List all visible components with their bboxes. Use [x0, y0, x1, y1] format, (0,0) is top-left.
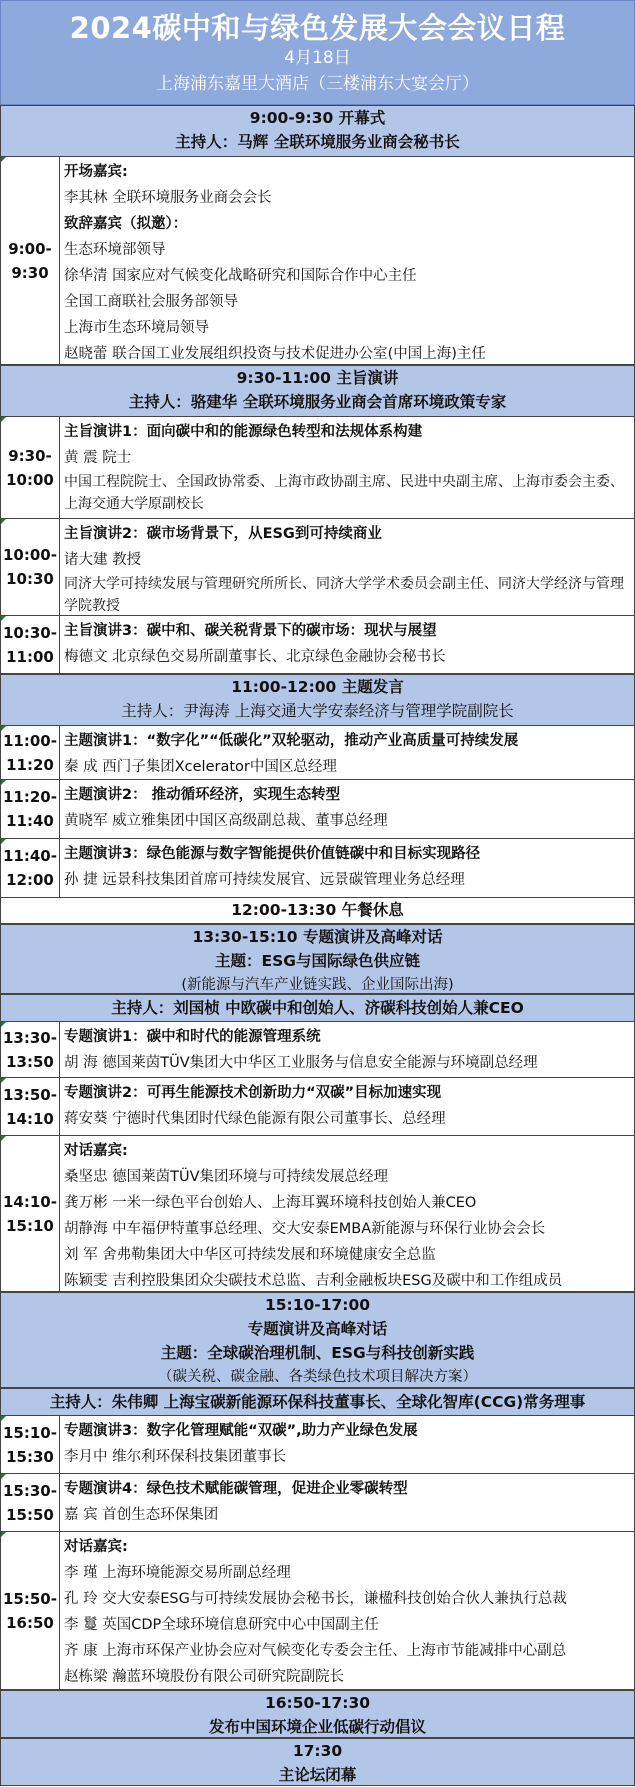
- guest-line: 桑坚忠 德国莱茵TÜV集团环境与可持续发展总经理: [64, 1169, 388, 1185]
- guest-line: 李 瑾 上海环境能源交易所副总经理: [64, 1565, 291, 1581]
- guest-line: 孔 玲 交大安泰ESG与可持续发展协会秘书长，谦楹科技创始合伙人兼执行总裁: [64, 1591, 567, 1607]
- section-subtitle: （碳关税、碳金融、各类绿色技术项目解决方案）: [158, 1369, 477, 1385]
- section-title: 15:10-17:00: [264, 1296, 371, 1314]
- cell-marker: [1, 616, 6, 621]
- line-heading: 对话嘉宾:: [64, 1539, 128, 1555]
- section-opening: [0, 105, 635, 157]
- time-cell: [1, 1078, 60, 1135]
- guest-line: 李其林 全联环境服务业商会会长: [64, 190, 272, 206]
- section-title: 13:30-15:10 专题演讲及高峰对话: [192, 928, 443, 946]
- speaker: 李月中 维尔利环保科技集团董事长: [64, 1449, 287, 1465]
- time-start: 14:10-: [3, 1192, 57, 1211]
- section-afternoon-2: [0, 1292, 635, 1388]
- content-cell: [60, 417, 634, 518]
- agenda-venue: 上海浦东嘉里大酒店（三楼浦东大宴会厅）: [156, 74, 479, 94]
- talk-topic: 主旨演讲3：碳中和、碳关税背景下的碳市场：现状与展望: [64, 623, 437, 639]
- agenda-header: [0, 0, 635, 105]
- cell-marker: [1, 839, 6, 844]
- section-title: 12:00-13:30 午餐休息: [231, 901, 404, 919]
- time-start: 13:50-: [3, 1085, 57, 1104]
- content-cell: [60, 519, 634, 615]
- guest-line: 全国工商联社会服务部领导: [64, 294, 238, 310]
- talk-topic: 主旨演讲1：面向碳中和的能源绿色转型和法规体系构建: [64, 424, 423, 440]
- time-start: 10:30-: [3, 623, 57, 642]
- speaker-desc: 中国工程院院士、全国政协常委、上海市政协副主席、民进中央副主席、上海市委会主委、上海交通大学原副校长: [64, 474, 624, 512]
- speaker: 梅德文 北京绿色交易所副董事长、北京绿色金融协会秘书长: [64, 649, 446, 665]
- time-start: 9:00-: [8, 239, 52, 258]
- line-heading: 对话嘉宾:: [64, 1143, 128, 1159]
- session-dialogue-2: [0, 1532, 635, 1690]
- talk-topic: 主题演讲3：绿色能源与数字智能提供价值链碳中和目标实现路径: [64, 846, 481, 862]
- time-cell: [1, 417, 60, 518]
- guest-line: 李 鬘 英国CDP全球环境信息研究中心中国副主任: [64, 1617, 379, 1633]
- section-theme: 主题：全球碳治理机制、ESG与科技创新实践: [160, 1344, 475, 1362]
- content-cell: [60, 1532, 634, 1689]
- section-title: 9:30-11:00 主旨演讲: [236, 369, 399, 387]
- time-end: 14:10: [6, 1109, 54, 1128]
- section-lunch: [0, 898, 635, 924]
- section-host: 主持人：马辉 全联环境服务业商会秘书长: [175, 133, 460, 151]
- section-title: 9:00-9:30 开幕式: [249, 109, 386, 127]
- section-keynote: [0, 365, 635, 417]
- cell-marker: [1, 519, 6, 524]
- time-start: 15:50-: [3, 1589, 57, 1608]
- time-start: 11:40-: [3, 847, 57, 865]
- cell-marker: [1, 1474, 6, 1479]
- speaker: 嘉 宾 首创生态环保集团: [64, 1507, 219, 1523]
- time-start: 13:30-: [3, 1028, 57, 1047]
- session-keynote-1: [0, 417, 635, 519]
- section-host: 主持人：朱伟卿 上海宝碳新能源环保科技董事长、全球化智库(CCG)常务理事: [49, 1393, 586, 1411]
- time-cell: [1, 780, 60, 838]
- talk-topic: 专题演讲1：碳中和时代的能源管理系统: [64, 1029, 321, 1045]
- cell-marker: [1, 780, 6, 785]
- time-start: 9:30-: [8, 446, 52, 465]
- line-heading: 开场嘉宾:: [64, 164, 128, 180]
- guest-line: 徐华清 国家应对气候变化战略研究和国际合作中心主任: [64, 268, 417, 284]
- session-special-4: [0, 1474, 635, 1532]
- speaker: 蒋安葵 宁德时代集团时代绿色能源有限公司董事长、总经理: [64, 1111, 446, 1127]
- cell-marker: [1, 1416, 6, 1421]
- talk-topic: 主旨演讲2：碳市场背景下，从ESG到可持续商业: [64, 526, 382, 542]
- speaker: 胡 海 德国莱茵TÜV集团大中华区工业服务与信息安全能源与环境副总经理: [64, 1055, 538, 1071]
- session-keynote-3: [0, 616, 635, 674]
- speaker: 秦 成 西门子集团Xcelerator中国区总经理: [64, 759, 337, 775]
- section-host-bar: [0, 1388, 635, 1416]
- time-end: 13:50: [6, 1052, 54, 1071]
- time-cell: [1, 1416, 60, 1473]
- time-start: 15:30-: [3, 1481, 57, 1500]
- section-title: 11:00-12:00 主题发言: [231, 678, 404, 696]
- time-end: 11:20: [6, 755, 54, 774]
- guest-line: 赵栋梁 瀚蓝环境股份有限公司研究院副院长: [64, 1669, 345, 1685]
- session-opening-guests: [0, 157, 635, 365]
- time-start: 10:00-: [3, 546, 57, 564]
- guest-line: 龚万彬 一米一绿色平台创始人、上海耳翼环境科技创始人兼CEO: [64, 1195, 477, 1211]
- guest-line: 上海市生态环境局领导: [64, 320, 209, 336]
- time-cell: [1, 1022, 60, 1077]
- agenda-date: 4月18日: [284, 48, 351, 68]
- speaker: 孙 捷 远景科技集团首席可持续发展官、远景碳管理业务总经理: [64, 872, 465, 888]
- time-end: 16:50: [6, 1613, 54, 1632]
- section-subtitle: (新能源与汽车产业链实践、企业国际出海): [181, 977, 454, 993]
- cell-marker: [1, 1078, 6, 1083]
- section-host: 主持人：骆建华 全联环境服务业商会首席环境政策专家: [128, 393, 507, 411]
- session-special-3: [0, 1416, 635, 1474]
- guest-line: 齐 康 上海市环保产业协会应对气候变化专委会主任、上海市节能减排中心副总: [64, 1643, 567, 1659]
- section-host: 主持人：尹海涛 上海交通大学安泰经济与管理学院副院长: [121, 702, 514, 720]
- content-cell: [60, 780, 634, 838]
- cell-marker: [1, 417, 6, 422]
- content-cell: [60, 1474, 634, 1531]
- content-cell: [60, 726, 634, 779]
- guest-line: 胡静海 中车福伊特董事总经理、交大安泰EMBA新能源与环保行业协会会长: [64, 1221, 546, 1237]
- section-host-bar: [0, 994, 635, 1022]
- session-keynote-2: [0, 519, 635, 616]
- time-end: 12:00: [6, 871, 54, 889]
- speaker: 黄晓军 威立雅集团中国区高级副总裁、董事总经理: [64, 813, 388, 829]
- content-cell: [60, 616, 634, 673]
- time-start: 11:00-: [3, 731, 57, 750]
- section-theme-talks: [0, 674, 635, 726]
- section-title-2: 发布中国环境企业低碳行动倡议: [208, 1718, 426, 1736]
- content-cell: [60, 157, 634, 364]
- talk-topic: 专题演讲4：绿色技术赋能碳管理，促进企业零碳转型: [64, 1481, 408, 1497]
- agenda-title: 2024碳中和与绿色发展大会会议日程: [69, 11, 566, 45]
- session-dialogue-1: [0, 1136, 635, 1292]
- time-cell: [1, 1136, 60, 1291]
- section-closing: [0, 1738, 635, 1786]
- content-cell: [60, 1078, 634, 1135]
- speaker: 诸大建 教授: [64, 552, 142, 568]
- time-cell: [1, 1532, 60, 1689]
- cell-marker: [1, 1532, 6, 1537]
- cell-marker: [1, 1022, 6, 1027]
- time-end: 15:10: [6, 1216, 54, 1235]
- cell-marker: [1, 157, 6, 162]
- content-cell: [60, 1022, 634, 1077]
- session-theme-2: [0, 780, 635, 839]
- time-cell: [1, 616, 60, 673]
- time-start: 15:10-: [3, 1423, 57, 1442]
- time-cell: [1, 726, 60, 779]
- time-cell: [1, 1474, 60, 1531]
- time-start: 11:20-: [3, 788, 57, 806]
- time-end: 15:50: [6, 1505, 54, 1524]
- section-title-2: 主论坛闭幕: [278, 1766, 357, 1784]
- time-cell: [1, 519, 60, 615]
- guest-line: 陈颖雯 吉利控股集团众尖碳技术总监、吉利金融板块ESG及碳中和工作组成员: [64, 1273, 563, 1289]
- talk-topic: 主题演讲1：“数字化”“低碳化”双轮驱动，推动产业高质量可持续发展: [64, 733, 519, 749]
- talk-topic: 专题演讲3：数字化管理赋能“双碳”,助力产业绿色发展: [64, 1423, 418, 1439]
- talk-topic: 专题演讲2：可再生能源技术创新助力“双碳”目标加速实现: [64, 1085, 442, 1101]
- speaker-desc: 同济大学可持续发展与管理研究所所长、同济大学学术委员会副主任、同济大学经济与管理学院教授: [64, 576, 624, 614]
- line-heading: 致辞嘉宾（拟邀）：: [64, 216, 188, 232]
- section-afternoon-1: [0, 924, 635, 994]
- time-end: 9:30: [11, 263, 49, 282]
- section-title: 16:50-17:30: [264, 1694, 371, 1712]
- time-cell: [1, 157, 60, 364]
- time-end: 15:30: [6, 1447, 54, 1466]
- talk-topic: 主题演讲2： 推动循环经济，实现生态转型: [64, 787, 341, 803]
- session-special-2: [0, 1078, 635, 1136]
- content-cell: [60, 1136, 634, 1291]
- speaker: 黄 震 院士: [64, 450, 132, 466]
- time-end: 11:00: [6, 647, 54, 666]
- time-end: 10:30: [6, 570, 54, 588]
- cell-marker: [1, 726, 6, 731]
- session-theme-1: [0, 726, 635, 780]
- section-theme: 主题：ESG与国际绿色供应链: [215, 952, 420, 970]
- section-initiative: [0, 1690, 635, 1738]
- content-cell: [60, 839, 634, 897]
- guest-line: 赵晓蕾 联合国工业发展组织投资与技术促进办公室(中国上海)主任: [64, 346, 486, 362]
- content-cell: [60, 1416, 634, 1473]
- guest-line: 刘 军 舍弗勒集团大中华区可持续发展和环境健康安全总监: [64, 1247, 436, 1263]
- section-host: 主持人：刘国桢 中欧碳中和创始人、济碳科技创始人兼CEO: [111, 999, 524, 1017]
- time-cell: [1, 839, 60, 897]
- time-end: 10:00: [6, 470, 54, 489]
- cell-marker: [1, 1136, 6, 1141]
- section-title-2: 专题演讲及高峰对话: [247, 1320, 388, 1338]
- time-end: 11:40: [6, 812, 54, 830]
- section-title: 17:30: [292, 1742, 343, 1760]
- session-special-1: [0, 1022, 635, 1078]
- guest-line: 生态环境部领导: [64, 242, 166, 258]
- session-theme-3: [0, 839, 635, 898]
